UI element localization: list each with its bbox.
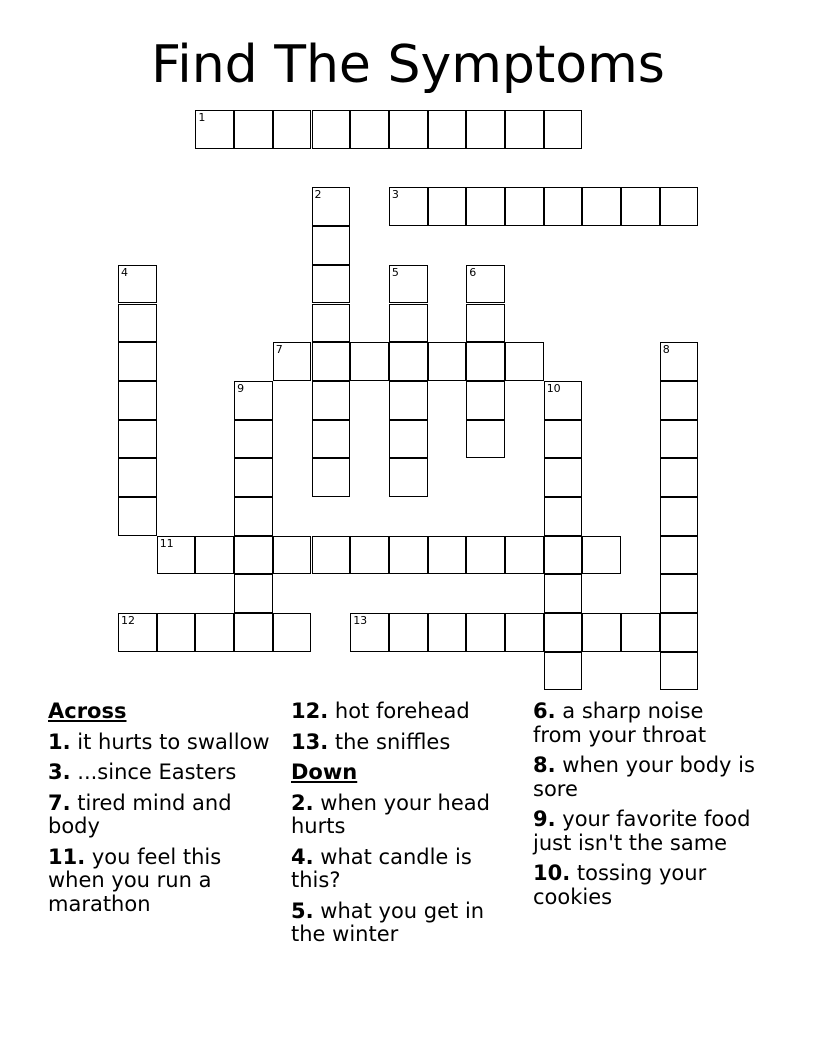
- clue-number: 10: [546, 381, 561, 395]
- grid-cell[interactable]: [312, 458, 351, 497]
- clue-number: 11: [159, 536, 174, 550]
- grid-cell[interactable]: [195, 536, 234, 575]
- clue-heading: Across: [48, 699, 127, 723]
- grid-cell[interactable]: [544, 187, 583, 226]
- grid-cell[interactable]: [505, 613, 544, 652]
- grid-cell[interactable]: [466, 536, 505, 575]
- grid-cell[interactable]: [660, 420, 699, 459]
- grid-cell[interactable]: [234, 381, 273, 420]
- grid-cell[interactable]: [505, 110, 544, 149]
- grid-cell[interactable]: [312, 381, 351, 420]
- grid-cell[interactable]: [389, 110, 428, 149]
- grid-cell[interactable]: [234, 613, 273, 652]
- grid-cell[interactable]: [350, 342, 389, 381]
- grid-cell[interactable]: [621, 613, 660, 652]
- grid-cell[interactable]: [544, 497, 583, 536]
- grid-cell[interactable]: [389, 536, 428, 575]
- clue-number: 4: [121, 265, 128, 279]
- clue-item: [533, 808, 758, 855]
- clue-item: [291, 792, 516, 839]
- clue-item-text: you feel this when you run a marathon: [48, 844, 222, 916]
- clue-item-number: 9.: [533, 807, 556, 831]
- clue-column-1: [48, 700, 273, 923]
- grid-cell[interactable]: [195, 613, 234, 652]
- grid-cell[interactable]: [118, 265, 157, 304]
- page-title: Find The Symptoms: [151, 35, 665, 95]
- grid-cell[interactable]: [234, 497, 273, 536]
- clue-item-text: it hurts to swallow: [70, 729, 270, 754]
- clue-item-text: what you get in the winter: [291, 898, 485, 946]
- clue-item-number: 3.: [48, 760, 71, 784]
- clue-item-number: 10.: [533, 861, 571, 885]
- grid-cell[interactable]: [118, 420, 157, 459]
- grid-cell[interactable]: [312, 536, 351, 575]
- clue-number: 13: [353, 614, 368, 628]
- grid-cell[interactable]: [273, 536, 312, 575]
- grid-cell[interactable]: [660, 613, 699, 652]
- grid-cell[interactable]: [118, 458, 157, 497]
- clue-item-number: 1.: [48, 729, 71, 754]
- grid-cell[interactable]: [660, 381, 699, 420]
- grid-cell[interactable]: [428, 536, 467, 575]
- clue-item-number: 6.: [533, 699, 556, 723]
- grid-cell[interactable]: [389, 458, 428, 497]
- grid-cell[interactable]: [582, 187, 621, 226]
- grid-cell[interactable]: [312, 304, 351, 343]
- grid-cell[interactable]: [312, 226, 351, 265]
- clue-item-text: your favorite food just isn't the same: [533, 807, 751, 855]
- grid-cell[interactable]: [234, 536, 273, 575]
- clue-item-text: hot forehead: [328, 699, 470, 723]
- clue-number: 3: [391, 188, 399, 202]
- grid-cell[interactable]: [544, 381, 583, 420]
- grid-cell[interactable]: [312, 187, 351, 226]
- clue-item: [533, 754, 758, 801]
- grid-cell[interactable]: [544, 458, 583, 497]
- grid-cell[interactable]: [118, 497, 157, 536]
- grid-cell[interactable]: [195, 110, 234, 149]
- grid-cell[interactable]: [428, 613, 467, 652]
- clue-item-number: 11.: [48, 844, 86, 869]
- grid-cell[interactable]: [389, 420, 428, 459]
- grid-cell[interactable]: [389, 304, 428, 343]
- grid-cell[interactable]: [234, 420, 273, 459]
- grid-cell[interactable]: [466, 187, 505, 226]
- clue-item: [48, 731, 273, 755]
- grid-cell[interactable]: [389, 381, 428, 420]
- clue-item-number: 7.: [48, 790, 71, 815]
- grid-cell[interactable]: [157, 536, 196, 575]
- grid-cell[interactable]: [389, 613, 428, 652]
- clue-number: 7: [275, 343, 283, 357]
- clue-item-text: the sniffles: [328, 729, 451, 754]
- grid-cell[interactable]: [389, 187, 428, 226]
- clue-item-text: when your head hurts: [291, 790, 490, 838]
- clue-item-number: 13.: [291, 729, 329, 754]
- clue-number: 8: [662, 343, 670, 357]
- clue-number: 5: [391, 265, 399, 279]
- grid-cell[interactable]: [660, 497, 699, 536]
- clue-item-text: when your body is sore: [533, 753, 755, 801]
- clue-item: [291, 700, 516, 724]
- grid-cell[interactable]: [544, 652, 583, 691]
- grid-cell[interactable]: [312, 342, 351, 381]
- grid-cell[interactable]: [389, 265, 428, 304]
- grid-cell[interactable]: [389, 342, 428, 381]
- clue-item: [291, 846, 516, 893]
- grid-cell[interactable]: [660, 187, 699, 226]
- clue-item-number: 2.: [291, 790, 314, 815]
- clue-item: [533, 700, 758, 747]
- clue-item-number: 8.: [533, 753, 556, 777]
- grid-cell[interactable]: [544, 110, 583, 149]
- grid-cell[interactable]: [157, 613, 196, 652]
- grid-cell[interactable]: [505, 187, 544, 226]
- grid-cell[interactable]: [660, 574, 699, 613]
- clue-item-text: what candle is this?: [291, 844, 472, 892]
- grid-cell[interactable]: [660, 458, 699, 497]
- grid-cell[interactable]: [118, 381, 157, 420]
- grid-cell[interactable]: [273, 342, 312, 381]
- clue-column-2: [291, 700, 516, 954]
- grid-cell[interactable]: [660, 342, 699, 381]
- clue-item: [48, 792, 273, 839]
- grid-cell[interactable]: [118, 304, 157, 343]
- clue-item-number: 5.: [291, 898, 314, 923]
- grid-cell[interactable]: [350, 536, 389, 575]
- grid-cell[interactable]: [466, 420, 505, 459]
- clue-item-number: 12.: [291, 699, 329, 723]
- grid-cell[interactable]: [118, 613, 157, 652]
- clue-item: [48, 761, 273, 785]
- grid-cell[interactable]: [312, 265, 351, 304]
- clue-item-text: tired mind and body: [48, 790, 232, 838]
- grid-cell[interactable]: [466, 381, 505, 420]
- grid-cell[interactable]: [466, 304, 505, 343]
- clue-column-3: [533, 700, 758, 916]
- grid-cell[interactable]: [234, 574, 273, 613]
- clue-item: [48, 846, 273, 917]
- grid-cell[interactable]: [660, 652, 699, 691]
- grid-cell[interactable]: [582, 613, 621, 652]
- grid-cell[interactable]: [428, 342, 467, 381]
- clue-item: [291, 731, 516, 755]
- clue-item-text: tossing your cookies: [533, 861, 707, 909]
- clue-heading: Down: [291, 760, 358, 784]
- grid-cell[interactable]: [234, 458, 273, 497]
- grid-cell[interactable]: [466, 613, 505, 652]
- grid-cell[interactable]: [544, 574, 583, 613]
- grid-cell[interactable]: [505, 536, 544, 575]
- grid-cell[interactable]: [312, 110, 351, 149]
- clue-number: 9: [237, 381, 245, 395]
- grid-cell[interactable]: [466, 265, 505, 304]
- grid-cell[interactable]: [234, 110, 273, 149]
- grid-cell[interactable]: [273, 110, 312, 149]
- grid-cell[interactable]: [621, 187, 660, 226]
- clue-item: [291, 900, 516, 947]
- grid-cell[interactable]: [118, 342, 157, 381]
- grid-cell[interactable]: [466, 110, 505, 149]
- grid-cell[interactable]: [544, 536, 583, 575]
- clue-item-number: 4.: [291, 844, 314, 869]
- clue-item-text: a sharp noise from your throat: [533, 699, 707, 747]
- clue-item: [533, 862, 758, 909]
- clue-number: 6: [469, 265, 477, 279]
- grid-cell[interactable]: [544, 613, 583, 652]
- grid-cell[interactable]: [660, 536, 699, 575]
- clue-number: 12: [121, 614, 135, 628]
- grid-cell[interactable]: [350, 613, 389, 652]
- grid-cell[interactable]: [273, 613, 312, 652]
- grid-cell[interactable]: [505, 342, 544, 381]
- clue-number: 1: [198, 111, 206, 124]
- grid-cell[interactable]: [544, 420, 583, 459]
- clue-item-text: ...since Easters: [70, 760, 237, 784]
- grid-cell[interactable]: [312, 420, 351, 459]
- grid-cell[interactable]: [428, 187, 467, 226]
- grid-cell[interactable]: [582, 536, 621, 575]
- clue-number: 2: [314, 188, 322, 202]
- grid-cell[interactable]: [428, 110, 467, 149]
- grid-cell[interactable]: [466, 342, 505, 381]
- grid-cell[interactable]: [350, 110, 389, 149]
